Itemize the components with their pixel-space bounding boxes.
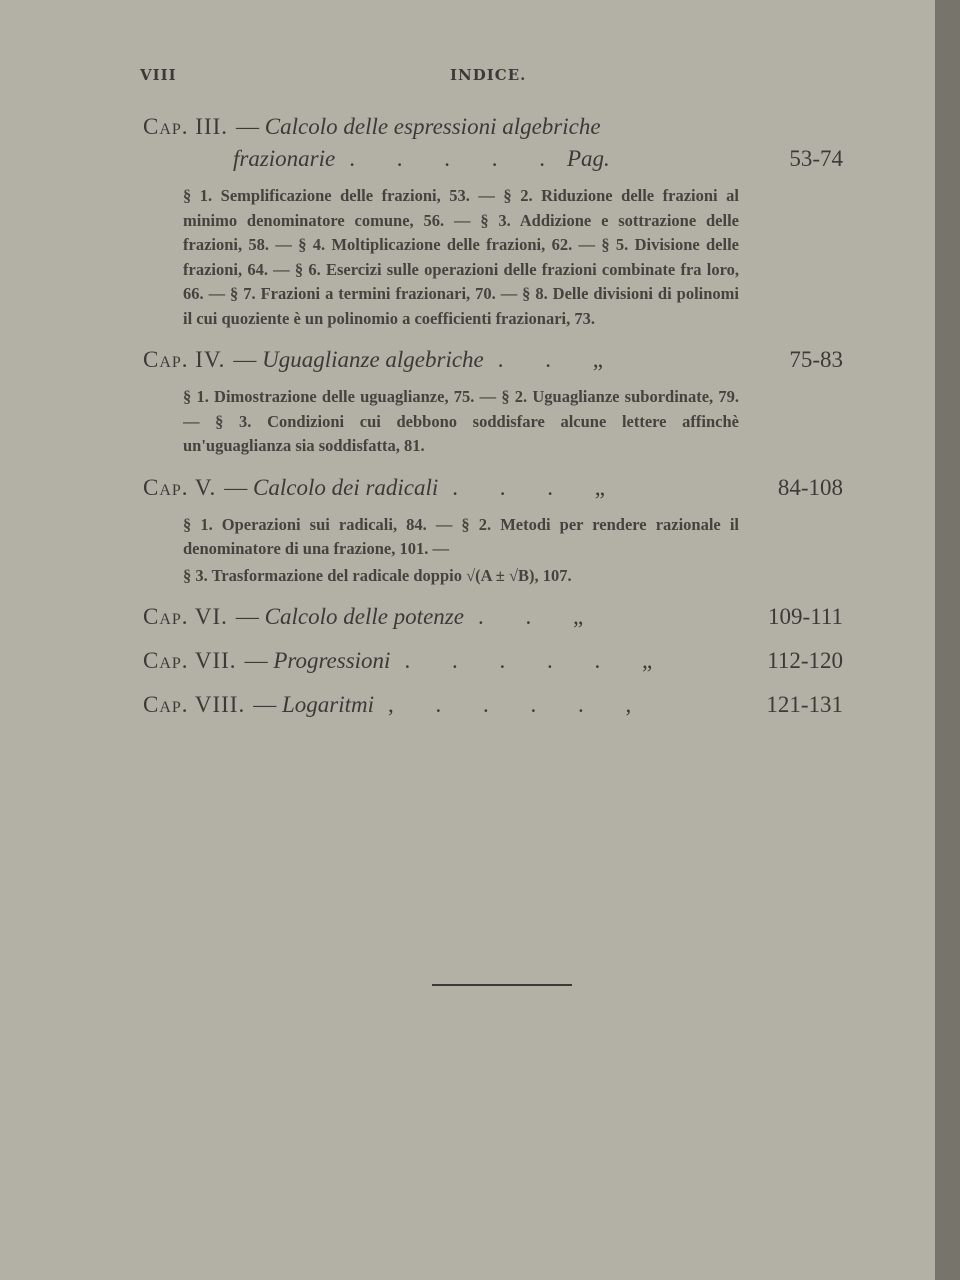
chapter-label: Cap. VIII.	[143, 692, 246, 717]
chapter-3-entry: Cap. III. — Calcolo delle espressioni algebriche	[143, 112, 843, 142]
chapter-5-sections: § 1. Operazioni sui radicali, 84. — § 2. Metodi per rendere razionale il denominatore di una frazione, 101. —	[183, 514, 739, 558]
chapter-label: Cap. VI.	[143, 604, 228, 629]
chapter-title: Calcolo delle potenze	[264, 604, 464, 629]
dot-leader: . . „	[497, 347, 621, 372]
chapter-4-entry: Cap. IV. — Uguaglianze algebriche . . „ 75-83	[143, 345, 843, 375]
chapter-title: Logaritmi	[281, 692, 374, 717]
chapter-6-entry: Cap. VI. — Calcolo delle potenze . . „ 109-111	[143, 602, 843, 632]
index-list	[143, 112, 843, 720]
chapter-label: Cap. IV.	[143, 347, 226, 372]
pag-label: Pag.	[566, 146, 610, 171]
dot-leader: . . . . .	[349, 146, 563, 171]
chapter-pages: 84-108	[777, 474, 843, 500]
dot-leader: . . „	[477, 604, 602, 629]
chapter-3-sections: § 1. Semplificazione delle frazioni, 53. — § 2. Riduzione delle frazioni al minimo denominatore comune, 56. — § 3. Addizione e sottrazione delle frazioni, 58. — § 4. Moltiplicazione delle frazioni, 62. — § 5. Divisione delle frazioni, 64. — § 6. Esercizi sulle operazioni delle frazioni combinate fra loro, 66. — § 7. Frazioni a termini frazionari, 70. — § 8. Delle divisioni di polinomi il cui quoziente è un polinomio a coefficienti frazionari, 73.	[183, 186, 739, 328]
chapter-pages: 121-131	[766, 692, 843, 717]
running-header	[140, 66, 540, 86]
dot-leader: , . . . . ,	[388, 692, 650, 717]
chapter-8-entry: Cap. VIII. — Logaritmi , . . . . , 121-131	[143, 690, 843, 720]
chapter-label: Cap. VII.	[143, 648, 237, 673]
chapter-pages: 53-74	[789, 146, 843, 171]
chapter-title: Calcolo delle espressioni algebriche	[264, 114, 601, 139]
chapter-label: Cap. III.	[143, 114, 229, 139]
page-edge	[935, 0, 960, 1280]
page-number: VIII	[140, 66, 177, 84]
chapter-5-sections-cont: § 3. Trasformazione del radicale doppio √(A ± √B), 107.	[183, 565, 572, 585]
chapter-3-entry-line2	[143, 144, 843, 174]
chapter-pages: 109-111	[768, 604, 843, 629]
chapter-5-entry: Cap. V. — Calcolo dei radicali . . . „ 84-108	[143, 473, 843, 503]
chapter-title: Progressioni	[273, 648, 391, 673]
end-rule	[432, 984, 572, 986]
chapter-title: Calcolo dei radicali	[253, 474, 439, 500]
chapter-pages: 112-120	[767, 648, 843, 673]
header-title: INDICE.	[450, 66, 527, 84]
chapter-pages: 75-83	[789, 347, 843, 372]
chapter-title-cont: frazionarie	[233, 146, 336, 171]
dot-leader: . . . „	[452, 474, 624, 500]
dot-leader: . . . . . „	[404, 648, 671, 673]
chapter-title: Uguaglianze algebriche	[262, 347, 484, 372]
chapter-7-entry: Cap. VII. — Progressioni . . . . . „ 112-120	[143, 646, 843, 676]
chapter-label: Cap. V.	[143, 474, 217, 500]
chapter-4-sections: § 1. Dimostrazione delle uguaglianze, 75. — § 2. Uguaglianze subordinate, 79. — § 3. Condizioni cui debbono soddisfare alcune lettere affinchè un'uguaglianza sia soddisfatta, 81.	[183, 387, 739, 455]
